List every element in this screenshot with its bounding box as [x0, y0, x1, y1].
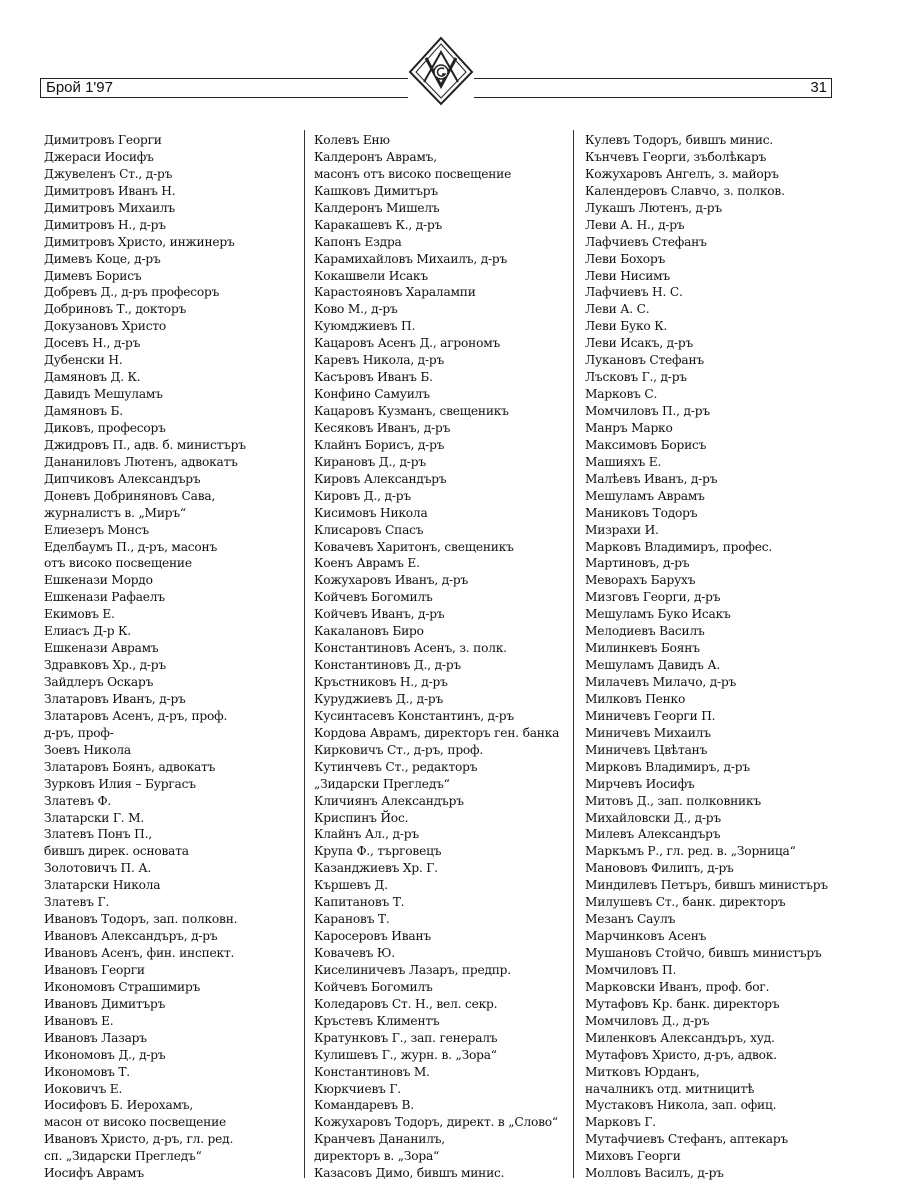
list-item: Джувеленъ Ст., д-ръ	[44, 166, 173, 181]
list-item: Казасовъ Димо, бившъ минис.	[314, 1166, 505, 1181]
list-item: сп. „Зидарски Прегледъ“	[44, 1149, 202, 1164]
list-item: Марковъ С.	[585, 387, 658, 402]
list-item: Маниковъ Тодоръ	[585, 505, 698, 520]
list-item: Меворахъ Барухъ	[585, 573, 696, 588]
list-item: Куюмджиевъ П.	[314, 319, 416, 334]
list-item: Мелодиевъ Василъ	[585, 624, 705, 639]
list-item: Зурковъ Илия – Бургасъ	[44, 776, 196, 791]
list-item: Митовъ Д., зап. полковникъ	[585, 793, 761, 808]
list-item: Криспинъ Йос.	[314, 810, 409, 825]
list-item: Крупа Ф., търговецъ	[314, 844, 442, 859]
list-item: Маркъмъ Р., гл. ред. в. „Зорница“	[585, 844, 796, 859]
list-item: Капонъ Ездра	[314, 234, 402, 249]
list-item: Ково М., д-ръ	[314, 302, 398, 317]
list-item: Марковъ Г.	[585, 1115, 656, 1130]
list-item: Койчевъ Иванъ, д-ръ	[314, 607, 445, 622]
list-item: Киселиничевъ Лазаръ, предпр.	[314, 962, 511, 977]
list-item: Ивановъ Христо, д-ръ, гл. ред.	[44, 1132, 234, 1147]
list-item: Леви А. С.	[585, 302, 650, 317]
list-item: Мутафовъ Христо, д-ръ, адвок.	[585, 1047, 777, 1062]
list-item: Золотовичъ П. А.	[44, 861, 152, 876]
list-item: масон от високо посвещение	[44, 1115, 226, 1130]
list-item: Златевъ Ф.	[44, 793, 112, 808]
list-item: Златаровъ Иванъ, д-ръ	[44, 691, 186, 706]
list-item: Капитановъ Т.	[314, 895, 405, 910]
list-item: Касъровъ Иванъ Б.	[314, 370, 433, 385]
list-item: Кънчевъ Георги, зъболѣкаръ	[585, 149, 767, 164]
list-item: Миленковъ Александъръ, худ.	[585, 1030, 775, 1045]
list-item: Кировъ Д., д-ръ	[314, 488, 411, 503]
list-item: Ивановъ Тодоръ, зап. полковн.	[44, 912, 238, 927]
list-item: Милачевъ Милачо, д-ръ	[585, 675, 737, 689]
list-item: Машияхъ Е.	[585, 454, 662, 469]
list-item: Диковъ, професоръ	[44, 420, 166, 435]
list-item: Златаровъ Боянъ, адвокатъ	[44, 759, 216, 774]
list-item: Златарски Никола	[44, 878, 161, 893]
list-item: Елиезеръ Монсъ	[44, 522, 149, 537]
list-item: масонъ отъ високо посвещение	[314, 166, 512, 181]
list-item: Кулишевъ Г., журн. в. „Зора“	[314, 1047, 497, 1062]
list-item: Константиновъ Д., д-ръ	[314, 658, 461, 673]
list-item: Момчиловъ П.	[585, 962, 677, 977]
list-item: Кордова Аврамъ, директоръ ген. банка	[314, 725, 560, 740]
list-item: Каракашевъ К., д-ръ	[314, 217, 443, 232]
list-item: Кисимовъ Никола	[314, 505, 428, 520]
list-item: Кожухаровъ Тодоръ, директ. в „Слово“	[314, 1115, 558, 1130]
list-item: Кацаровъ Кузманъ, свещеникъ	[314, 404, 509, 418]
issue-label: Брой 1'97	[46, 79, 113, 96]
list-item: Клисаровъ Спасъ	[314, 522, 424, 537]
list-item: Ивановъ Асенъ, фин. инспект.	[44, 946, 235, 960]
list-item: Мушановъ Стойчо, бившъ министъръ	[585, 946, 822, 960]
list-item: Клайнъ Борисъ, д-ръ	[314, 437, 445, 452]
list-item: Димитровъ Михаилъ	[44, 200, 175, 215]
list-item: Досевъ Н., д-ръ	[44, 336, 141, 351]
list-item: Дипчиковъ Александъръ	[44, 471, 201, 486]
list-item: Миничевъ Цвѣтанъ	[585, 742, 708, 757]
list-item: Екимовъ Е.	[44, 607, 115, 622]
list-item: Димитровъ Иванъ Н.	[44, 183, 176, 198]
list-item: Молловъ Василъ, д-ръ	[585, 1166, 724, 1181]
list-item: отъ високо посвещение	[44, 556, 192, 571]
list-item: Еделбаумъ П., д-ръ, масонъ	[44, 539, 218, 554]
list-item: Кранчевъ Дананилъ,	[314, 1132, 445, 1147]
list-item: Марковски Иванъ, проф. бог.	[585, 979, 770, 994]
list-item: Мутафовъ Кр. банк. директоръ	[585, 996, 780, 1011]
list-item: Димевъ Борисъ	[44, 268, 142, 283]
list-item: Коледаровъ Ст. Н., вел. секр.	[314, 996, 498, 1011]
list-item: Зайдлеръ Оскаръ	[44, 675, 154, 689]
list-item: Манръ Марко	[585, 420, 673, 435]
list-item: Дананиловъ Лютенъ, адвокатъ	[44, 454, 238, 469]
list-item: Мартиновъ, д-ръ	[585, 556, 690, 571]
list-item: Леви Бохоръ	[585, 251, 666, 266]
list-item: бившъ дирек. основата	[44, 844, 189, 859]
list-item: Миничевъ Георги П.	[585, 708, 716, 723]
list-item: Кировъ Александъръ	[314, 471, 447, 486]
list-item: Ешкенази Рафаелъ	[44, 590, 165, 605]
list-item: Ивановъ Александъръ, д-ръ	[44, 929, 218, 944]
list-item: Миничевъ Михаилъ	[585, 725, 711, 740]
list-item: Милевъ Александъръ	[585, 827, 721, 842]
list-item: Михайловски Д., д-ръ	[585, 810, 721, 825]
list-item: Икономовъ Д., д-ръ	[44, 1047, 166, 1062]
list-item: д-ръ, проф-	[44, 725, 114, 740]
list-item: Карамихайловъ Михаилъ, д-ръ	[314, 251, 508, 266]
list-item: Мешуламъ Буко Исакъ	[585, 607, 731, 622]
list-item: Койчевъ Богомилъ	[314, 979, 433, 994]
list-item: Леви А. Н., д-ръ	[585, 217, 685, 232]
list-item: Календеровъ Славчо, з. полков.	[585, 183, 785, 198]
list-item: Мирчевъ Иосифъ	[585, 776, 695, 791]
list-item: Докузановъ Христо	[44, 319, 167, 334]
list-item: Калдеронъ Мишелъ	[314, 200, 440, 215]
list-item: Кръстниковъ Н., д-ръ	[314, 675, 448, 689]
list-item: Златевъ Г.	[44, 895, 109, 910]
list-item: Дамяновъ Д. К.	[44, 370, 141, 385]
list-item: Кършевъ Д.	[314, 878, 388, 893]
list-item: Димевъ Коце, д-ръ	[44, 251, 161, 266]
list-item: Ковачевъ Харитонъ, свещеникъ	[314, 539, 514, 554]
list-item: Марковъ Владимиръ, профес.	[585, 539, 773, 554]
list-item: Мизрахи И.	[585, 522, 659, 537]
list-item: Димитровъ Н., д-ръ	[44, 217, 166, 232]
list-item: Леви Буко К.	[585, 319, 668, 334]
list-item: Милушевъ Ст., банк. директоръ	[585, 895, 786, 910]
list-item: Лъсковъ Г., д-ръ	[585, 370, 687, 385]
list-item: Ивановъ Димитъръ	[44, 996, 166, 1011]
list-item: Милинкевъ Боянъ	[585, 641, 700, 656]
list-item: Лафчиевъ Н. С.	[585, 285, 683, 300]
list-item: Зоевъ Никола	[44, 742, 131, 757]
list-item: Кратунковъ Г., зап. генералъ	[314, 1030, 498, 1045]
list-item: журналистъ в. „Миръ“	[44, 505, 186, 520]
list-item: Лукановъ Стефанъ	[585, 353, 704, 368]
list-item: Ковачевъ Ю.	[314, 946, 395, 960]
list-item: Кусинтасевъ Константинъ, д-ръ	[314, 708, 514, 723]
list-item: Максимовъ Борисъ	[585, 437, 707, 452]
list-item: Икономовъ Т.	[44, 1064, 130, 1079]
list-item: Калдеронъ Аврамъ,	[314, 149, 437, 164]
list-item: Клайнъ Ал., д-ръ	[314, 827, 419, 842]
list-item: Лафчиевъ Стефанъ	[585, 234, 707, 249]
list-item: Константиновъ Асенъ, з. полк.	[314, 641, 507, 656]
list-item: Мизговъ Георги, д-ръ	[585, 590, 721, 605]
list-item: „Зидарски Прегледъ“	[314, 776, 450, 791]
list-item: Ивановъ Е.	[44, 1013, 114, 1028]
list-item: Давидъ Мешуламъ	[44, 387, 163, 402]
list-item: Ивановъ Лазаръ	[44, 1030, 147, 1045]
list-item: Златарски Г. М.	[44, 810, 145, 825]
list-item: Димитровъ Георги	[44, 133, 162, 147]
list-item: Златаровъ Асенъ, д-ръ, проф.	[44, 708, 228, 723]
list-item: Джераси Иосифъ	[44, 149, 154, 164]
list-item: Кожухаровъ Иванъ, д-ръ	[314, 573, 469, 588]
list-item: Марчинковъ Асенъ	[585, 929, 707, 944]
list-item: Златевъ Понъ П.,	[44, 827, 152, 842]
list-item: Леви Нисимъ	[585, 268, 670, 283]
list-item: Манововъ Филипъ, д-ръ	[585, 861, 734, 876]
list-item: Кирковичъ Ст., д-ръ, проф.	[314, 742, 484, 757]
name-column-2	[314, 132, 576, 1182]
list-item: Каревъ Никола, д-ръ	[314, 353, 445, 368]
list-item: Иосифовъ Б. Иерохамъ,	[44, 1098, 194, 1113]
list-item: Милковъ Пенко	[585, 691, 686, 706]
list-item: началникъ отд. митницитѣ	[585, 1081, 755, 1096]
list-item: Казанджиевъ Хр. Г.	[314, 861, 438, 876]
list-item: Кръстевъ Климентъ	[314, 1013, 440, 1028]
list-item: Мезанъ Саулъ	[585, 912, 676, 927]
list-item: Ешкенази Мордо	[44, 573, 153, 588]
list-item: Константиновъ М.	[314, 1064, 430, 1079]
list-item: Кацаровъ Асенъ Д., агрономъ	[314, 336, 501, 351]
list-item: Леви Исакъ, д-ръ	[585, 336, 694, 351]
name-column-3	[585, 132, 847, 1182]
list-item: Мешуламъ Давидъ А.	[585, 658, 721, 673]
list-item: Кутинчевъ Ст., редакторъ	[314, 759, 478, 774]
list-item: Какалановъ Биро	[314, 624, 424, 639]
list-item: Карастояновъ Харалампи	[314, 285, 476, 300]
list-item: Мустаковъ Никола, зап. офиц.	[585, 1098, 777, 1113]
list-item: Кличиянъ Александъръ	[314, 793, 464, 808]
list-item: Миндилевъ Петъръ, бившъ министъръ	[585, 878, 828, 893]
list-item: Мутафчиевъ Стефанъ, аптекаръ	[585, 1132, 788, 1147]
list-item: Митковъ Юрданъ,	[585, 1064, 700, 1079]
list-item: Доневъ Добриняновъ Сава,	[44, 488, 216, 503]
list-item: Мешуламъ Аврамъ	[585, 488, 705, 503]
list-item: Иоковичъ Е.	[44, 1081, 123, 1096]
list-item: Миховъ Георги	[585, 1149, 681, 1164]
list-item: Кокашвели Исакъ	[314, 268, 428, 283]
list-item: Ивановъ Георги	[44, 962, 145, 977]
list-item: Дубенски Н.	[44, 353, 123, 368]
list-item: директоръ в. „Зора“	[314, 1149, 440, 1164]
list-item: Момчиловъ Д., д-ръ	[585, 1013, 710, 1028]
list-item: Кирановъ Д., д-ръ	[314, 454, 426, 469]
list-item: Кожухаровъ Ангелъ, з. майоръ	[585, 166, 779, 181]
list-item: Каросеровъ Иванъ	[314, 929, 431, 944]
masonic-emblem-icon	[408, 36, 474, 106]
list-item: Колевъ Еню	[314, 133, 390, 147]
list-item: Иосифъ Аврамъ	[44, 1166, 144, 1181]
list-item: Добриновъ Т., докторъ	[44, 302, 187, 317]
list-item: Ешкенази Аврамъ	[44, 641, 159, 656]
list-item: Койчевъ Богомилъ	[314, 590, 433, 605]
list-item: Кюркчиевъ Г.	[314, 1081, 401, 1096]
list-item: Малѣевъ Иванъ, д-ръ	[585, 471, 718, 486]
list-item: Здравковъ Хр., д-ръ	[44, 658, 166, 673]
list-item: Дамяновъ Б.	[44, 404, 123, 418]
list-item: Момчиловъ П., д-ръ	[585, 404, 710, 418]
list-item: Кашковъ Димитъръ	[314, 183, 438, 198]
list-item: Командаревъ В.	[314, 1098, 414, 1113]
list-item: Куруджиевъ Д., д-ръ	[314, 691, 444, 706]
name-column-1	[44, 132, 310, 1182]
list-item: Конфино Самуилъ	[314, 387, 430, 402]
list-item: Кесяковъ Иванъ, д-ръ	[314, 420, 451, 435]
list-item: Джидровъ П., адв. б. министъръ	[44, 437, 246, 452]
list-item: Мирковъ Владимиръ, д-ръ	[585, 759, 750, 774]
list-item: Димитровъ Христо, инжинеръ	[44, 234, 235, 249]
page-number: 31	[810, 79, 827, 96]
list-item: Елиасъ Д-р К.	[44, 624, 131, 639]
list-item: Карановъ Т.	[314, 912, 390, 927]
list-item: Кулевъ Тодоръ, бившъ минис.	[585, 133, 774, 147]
list-item: Коенъ Аврамъ Е.	[314, 556, 420, 571]
list-item: Добревъ Д., д-ръ професоръ	[44, 285, 220, 300]
list-item: Икономовъ Страшимиръ	[44, 979, 201, 994]
list-item: Лукашъ Лютенъ, д-ръ	[585, 200, 722, 215]
